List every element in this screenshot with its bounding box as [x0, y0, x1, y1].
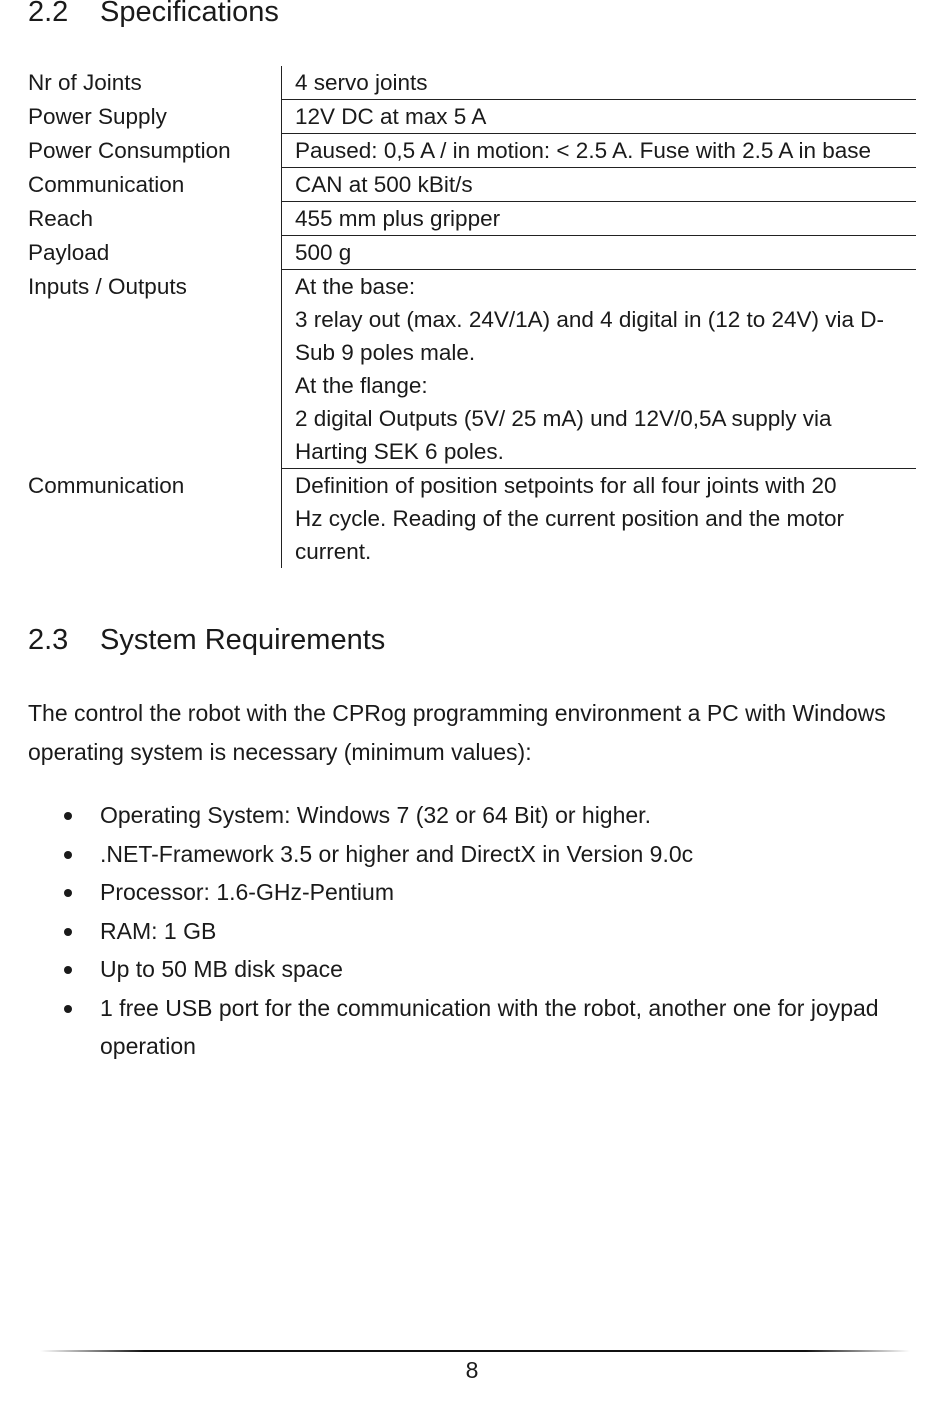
- bullet-icon: [64, 851, 72, 859]
- requirements-intro: The control the robot with the CPRog programming environment a PC with Windows operating system is necessary (minimum values):: [28, 700, 886, 765]
- section-title: Specifications: [100, 0, 279, 28]
- spec-row: [28, 134, 916, 168]
- bullet-icon: [64, 812, 72, 820]
- section-number: 2.3: [28, 624, 69, 656]
- bullet-icon: [64, 889, 72, 897]
- section-heading-system-requirements: [28, 624, 385, 657]
- section-number: 2.2: [28, 0, 69, 28]
- page-number: 8: [465, 1357, 479, 1383]
- spec-value: [282, 168, 917, 202]
- list-item-text: RAM: 1 GB: [100, 917, 217, 944]
- requirements-list: [28, 796, 918, 1066]
- spec-value-line: 455 mm plus gripper: [295, 206, 501, 231]
- spec-row: [28, 100, 916, 134]
- section-title: System Requirements: [100, 624, 386, 656]
- list-item-text: Operating System: Windows 7 (32 or 64 Bit) or higher.: [100, 802, 651, 828]
- spec-row: [28, 469, 916, 569]
- spec-value-line: Definition of position setpoints for all four joints with 20: [295, 473, 837, 498]
- spec-row: [28, 270, 916, 469]
- spec-value-line: Sub 9 poles male.: [295, 340, 476, 365]
- spec-label: Nr of Joints: [28, 66, 282, 100]
- spec-row: [28, 236, 916, 270]
- list-item-text: Up to 50 MB disk space: [100, 956, 343, 982]
- specifications-table: [28, 66, 916, 568]
- spec-value-line: 4 servo joints: [295, 70, 428, 95]
- spec-value: [282, 66, 917, 100]
- bullet-icon: [64, 928, 72, 936]
- list-item: [28, 873, 918, 912]
- spec-value-line: At the flange:: [295, 373, 428, 398]
- list-item: [28, 989, 918, 1066]
- spec-value-line: 12V DC at max 5 A: [295, 104, 487, 129]
- list-item: [28, 796, 918, 835]
- spec-value-line: 500 g: [295, 240, 352, 265]
- spec-value-line: 2 digital Outputs (5V/ 25 mA) und 12V/0,5A supply via: [295, 406, 832, 431]
- spec-row: [28, 202, 916, 236]
- bullet-icon: [64, 1005, 72, 1013]
- spec-value: [282, 134, 917, 168]
- spec-value-line: current.: [295, 539, 372, 564]
- list-item: [28, 835, 918, 874]
- footer-divider: [40, 1350, 910, 1352]
- spec-label: Inputs / Outputs: [28, 270, 282, 469]
- spec-value-line: 3 relay out (max. 24V/1A) and 4 digital in (12 to 24V) via D-: [295, 307, 885, 332]
- spec-value-line: Hz cycle. Reading of the current position and the motor: [295, 506, 845, 531]
- list-item-text: .NET-Framework 3.5 or higher and DirectX in Version 9.0c: [100, 840, 694, 867]
- list-item-text: 1 free USB port for the communication with the robot, another one for joypad operation: [100, 994, 879, 1059]
- spec-value-line: Harting SEK 6 poles.: [295, 439, 504, 464]
- list-item: [28, 950, 918, 989]
- spec-label: Communication: [28, 168, 282, 202]
- spec-row: [28, 66, 916, 100]
- spec-value-line: CAN at 500 kBit/s: [295, 172, 473, 197]
- spec-value: [282, 236, 917, 270]
- spec-value: [282, 100, 917, 134]
- spec-row: [28, 168, 916, 202]
- bullet-icon: [64, 966, 72, 974]
- spec-label: Payload: [28, 236, 282, 270]
- list-item-text: Processor: 1.6-GHz-Pentium: [100, 879, 394, 905]
- section-heading-specifications: [28, 0, 279, 29]
- spec-value-line: At the base:: [295, 274, 416, 299]
- spec-label: Reach: [28, 202, 282, 236]
- list-item: [28, 912, 918, 951]
- spec-value: [282, 469, 917, 569]
- spec-label: Power Supply: [28, 100, 282, 134]
- spec-value: [282, 270, 917, 469]
- spec-value: [282, 202, 917, 236]
- spec-label: Communication: [28, 469, 282, 569]
- spec-value-line: Paused: 0,5 A / in motion: < 2.5 A. Fuse with 2.5 A in base: [295, 138, 872, 163]
- spec-label: Power Consumption: [28, 134, 282, 168]
